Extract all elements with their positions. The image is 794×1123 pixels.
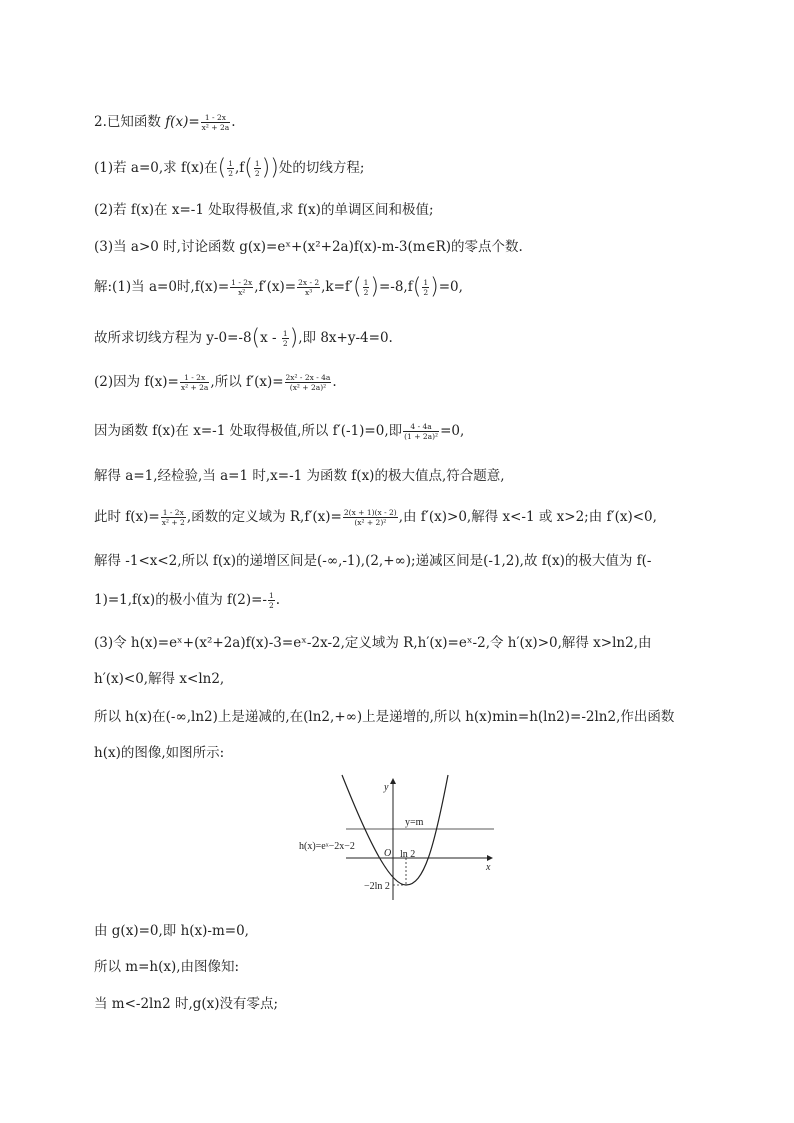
line-label: y=m — [405, 817, 424, 828]
problem-stem: 2.已知函数 f(x)= $\frac{1 - 2x}{\text{x² + 2a}}$ . — [94, 113, 236, 132]
solution-5: 解得 a=1,经检验,当 a=1 时,x=-1 为函数 f(x)的极大值点,符合题意, — [94, 468, 505, 484]
fraction: $\frac{1}{2}$ — [423, 278, 429, 297]
solution-8: 1)=1,f(x)的极小值为 f(2)=- $\frac{1}{2}$ . — [94, 591, 281, 610]
solution-1: 解:(1)当 a=0时,f(x)= $\frac{1 - 2x}{\text{x²}}$ ,f′(x)= $\frac{2x - 2}{\text{x³}}$ ,k=f′( $\frac{1}{2}$ )=-8,f( $\frac{1}{2}$ )=0, — [94, 274, 463, 300]
fraction: $\frac{1}{2}$ — [268, 591, 274, 610]
solution-6: 此时 f(x)= $\frac{1 - 2x}{\text{x² + 2}}$ ,函数的定义域为 R,f′(x)= $\frac{2(x + 1)(x - 2)}{\text{(x² + 2)²}}$ ,由 f′(x)>0,解得 x<-1 或 x>2;由 f′(x)<0, — [94, 508, 657, 527]
solution-12: h(x)的图像,如图所示: — [94, 745, 225, 761]
solution-4: 因为函数 f(x)在 x=-1 处取得极值,所以 f′(-1)=0,即 $\frac{4 - 4a}{\text{(1 + 2a)²}}$ =0, — [94, 422, 465, 441]
x-axis-label: x — [486, 862, 491, 873]
function-graph — [296, 773, 502, 908]
solution-3: (2)因为 f(x)= $\frac{1 - 2x}{\text{x² + 2a}}$ ,所以 f′(x)= $\frac{\text{2x² - 2x - 4a}}{\text{(x² + 2a)²}}$ . — [94, 373, 337, 392]
part-1: (1)若 a=0,求 f(x)在( $\frac{1}{2}$ ,f( $\frac{1}{2}$ ))处的切线方程; — [94, 155, 365, 181]
solution-2: 故所求切线方程为 y-0=-8(x - $\frac{1}{2}$ ),即 8x+y-4=0. — [94, 325, 393, 351]
curve-h — [342, 775, 448, 885]
solution-14: 所以 m=h(x),由图像知: — [94, 959, 240, 975]
ln2-label: ln 2 — [400, 849, 416, 860]
fraction: $\frac{1 - 2x}{\text{x² + 2a}}$ — [201, 113, 230, 132]
solution-7: 解得 -1<x<2,所以 f(x)的递增区间是(-∞,-1),(2,+∞);递减区间是(-1,2),故 f(x)的极大值为 f(- — [94, 553, 652, 569]
fraction: $\frac{2(x + 1)(x - 2)}{\text{(x² + 2)²}}$ — [343, 508, 397, 527]
min-label: −2ln 2 — [364, 881, 390, 892]
solution-13: 由 g(x)=0,即 h(x)-m=0, — [94, 923, 249, 939]
part-3: (3)当 a>0 时,讨论函数 g(x)=eˣ+(x²+2a)f(x)-m-3(m∈R)的零点个数. — [94, 239, 523, 255]
fraction: $\frac{1}{2}$ — [363, 278, 369, 297]
curve-label: h(x)=eˣ−2x−2 — [299, 841, 355, 852]
solution-11: 所以 h(x)在(-∞,ln2)上是递减的,在(ln2,+∞)上是递增的,所以 h(x)min=h(ln2)=-2ln2,作出函数 — [94, 709, 675, 725]
fraction: $\frac{1 - 2x}{\text{x² + 2}}$ — [161, 508, 185, 527]
y-axis-label: y — [384, 782, 389, 793]
fraction: $\frac{1 - 2x}{\text{x²}}$ — [231, 278, 253, 297]
solution-10: h′(x)<0,解得 x<ln2, — [94, 671, 225, 687]
fraction: $\frac{1}{2}$ — [228, 159, 233, 178]
solution-15: 当 m<-2ln2 时,g(x)没有零点; — [94, 996, 279, 1012]
fraction: $\frac{2x - 2}{\text{x³}}$ — [298, 278, 320, 297]
fraction: $\frac{1 - 2x}{\text{x² + 2a}}$ — [180, 373, 209, 392]
fraction: $\frac{1}{2}$ — [282, 329, 288, 348]
problem-number: 2. — [94, 114, 107, 130]
fraction: $\frac{4 - 4a}{\text{(1 + 2a)²}}$ — [404, 422, 439, 441]
solution-9: (3)令 h(x)=eˣ+(x²+2a)f(x)-3=eˣ-2x-2,定义域为 R,h′(x)=eˣ-2,令 h′(x)>0,解得 x>ln2,由 — [94, 635, 652, 651]
part-2: (2)若 f(x)在 x=-1 处取得极值,求 f(x)的单调区间和极值; — [94, 202, 434, 218]
fraction: $\frac{\text{2x² - 2x - 4a}}{\text{(x² + 2a)²}}$ — [285, 373, 331, 392]
origin-label: O — [384, 848, 392, 859]
fraction: $\frac{1}{2}$ — [254, 159, 260, 178]
